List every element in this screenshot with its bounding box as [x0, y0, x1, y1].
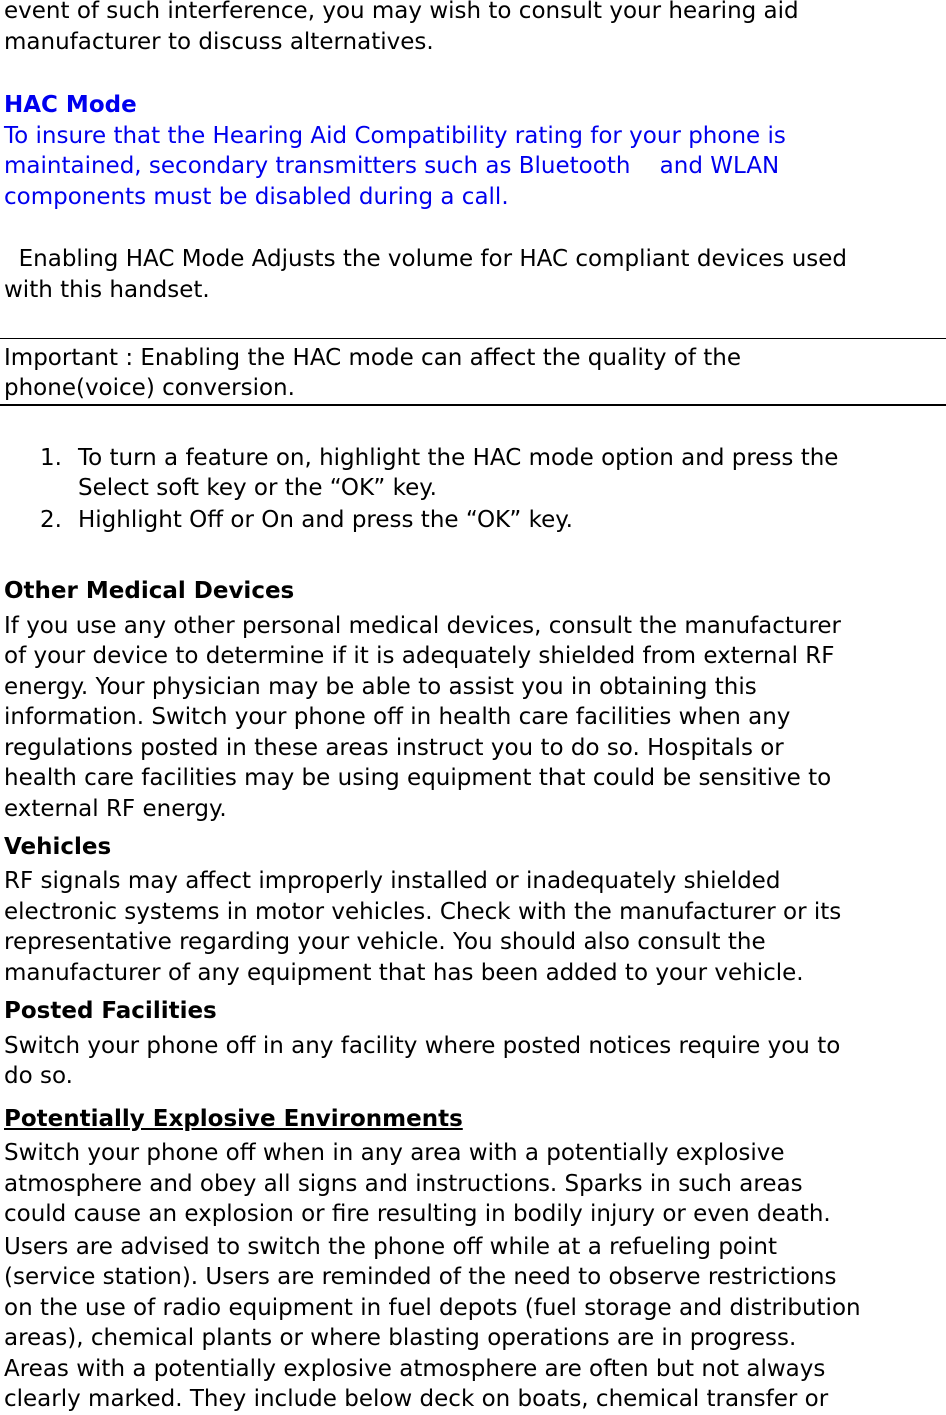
step-number: 1.: [40, 445, 62, 471]
explosive-line: on the use of radio equipment in fuel depots (fuel storage and distribution: [4, 1295, 861, 1321]
vehicles-line: manufacturer of any equipment that has been added to your vehicle.: [4, 960, 804, 986]
hac-enable-line: Enabling HAC Mode Adjusts the volume for HAC compliant devices used: [4, 246, 848, 272]
explosive-line: Switch your phone off when in any area with a potentially explosive: [4, 1140, 785, 1166]
medical-heading: Other Medical Devices: [4, 578, 295, 604]
important-line: Important : Enabling the HAC mode can affect the quality of the: [4, 345, 742, 371]
hac-enable-line: with this handset.: [4, 277, 210, 303]
vehicles-line: electronic systems in motor vehicles. Check with the manufacturer or its: [4, 899, 842, 925]
important-line: phone(voice) conversion.: [4, 375, 295, 401]
intro-line: event of such interference, you may wish to consult your hearing aid: [4, 0, 799, 24]
medical-line: external RF energy.: [4, 796, 227, 822]
hac-heading: HAC Mode: [4, 92, 137, 118]
medical-line: of your device to determine if it is adequately shielded from external RF: [4, 643, 835, 669]
important-top-rule: [0, 338, 946, 339]
posted-line: Switch your phone off in any facility where posted notices require you to: [4, 1033, 841, 1059]
vehicles-line: representative regarding your vehicle. You should also consult the: [4, 929, 766, 955]
step-line: Highlight Off or On and press the “OK” key.: [78, 507, 573, 533]
explosive-line: (service station). Users are reminded of the need to observe restrictions: [4, 1264, 837, 1290]
explosive-heading: Potentially Explosive Environments: [4, 1106, 463, 1132]
explosive-line: Areas with a potentially explosive atmosphere are often but not always: [4, 1356, 826, 1382]
medical-line: regulations posted in these areas instruct you to do so. Hospitals or: [4, 735, 784, 761]
explosive-line: could cause an explosion or fire resulting in bodily injury or even death.: [4, 1201, 831, 1227]
step-line: Select soft key or the “OK” key.: [78, 475, 437, 501]
step-line: To turn a feature on, highlight the HAC mode option and press the: [78, 445, 839, 471]
intro-line: manufacturer to discuss alternatives.: [4, 29, 434, 55]
medical-line: health care facilities may be using equipment that could be sensitive to: [4, 765, 832, 791]
explosive-line: areas), chemical plants or where blasting operations are in progress.: [4, 1325, 797, 1351]
important-bottom-rule: [0, 404, 946, 406]
medical-line: energy. Your physician may be able to assist you in obtaining this: [4, 674, 757, 700]
explosive-line: Users are advised to switch the phone off while at a refueling point: [4, 1234, 777, 1260]
step-number: 2.: [40, 507, 62, 533]
hac-line: maintained, secondary transmitters such as Bluetooth and WLAN: [4, 153, 780, 179]
vehicles-heading: Vehicles: [4, 834, 112, 860]
medical-line: If you use any other personal medical devices, consult the manufacturer: [4, 613, 842, 639]
explosive-line: atmosphere and obey all signs and instructions. Sparks in such areas: [4, 1171, 803, 1197]
explosive-line: clearly marked. They include below deck on boats, chemical transfer or: [4, 1386, 829, 1412]
posted-heading: Posted Facilities: [4, 998, 217, 1024]
medical-line: information. Switch your phone off in health care facilities when any: [4, 704, 791, 730]
hac-line: components must be disabled during a call.: [4, 184, 509, 210]
posted-line: do so.: [4, 1063, 73, 1089]
hac-line: To insure that the Hearing Aid Compatibility rating for your phone is: [4, 123, 786, 149]
vehicles-line: RF signals may affect improperly installed or inadequately shielded: [4, 868, 781, 894]
